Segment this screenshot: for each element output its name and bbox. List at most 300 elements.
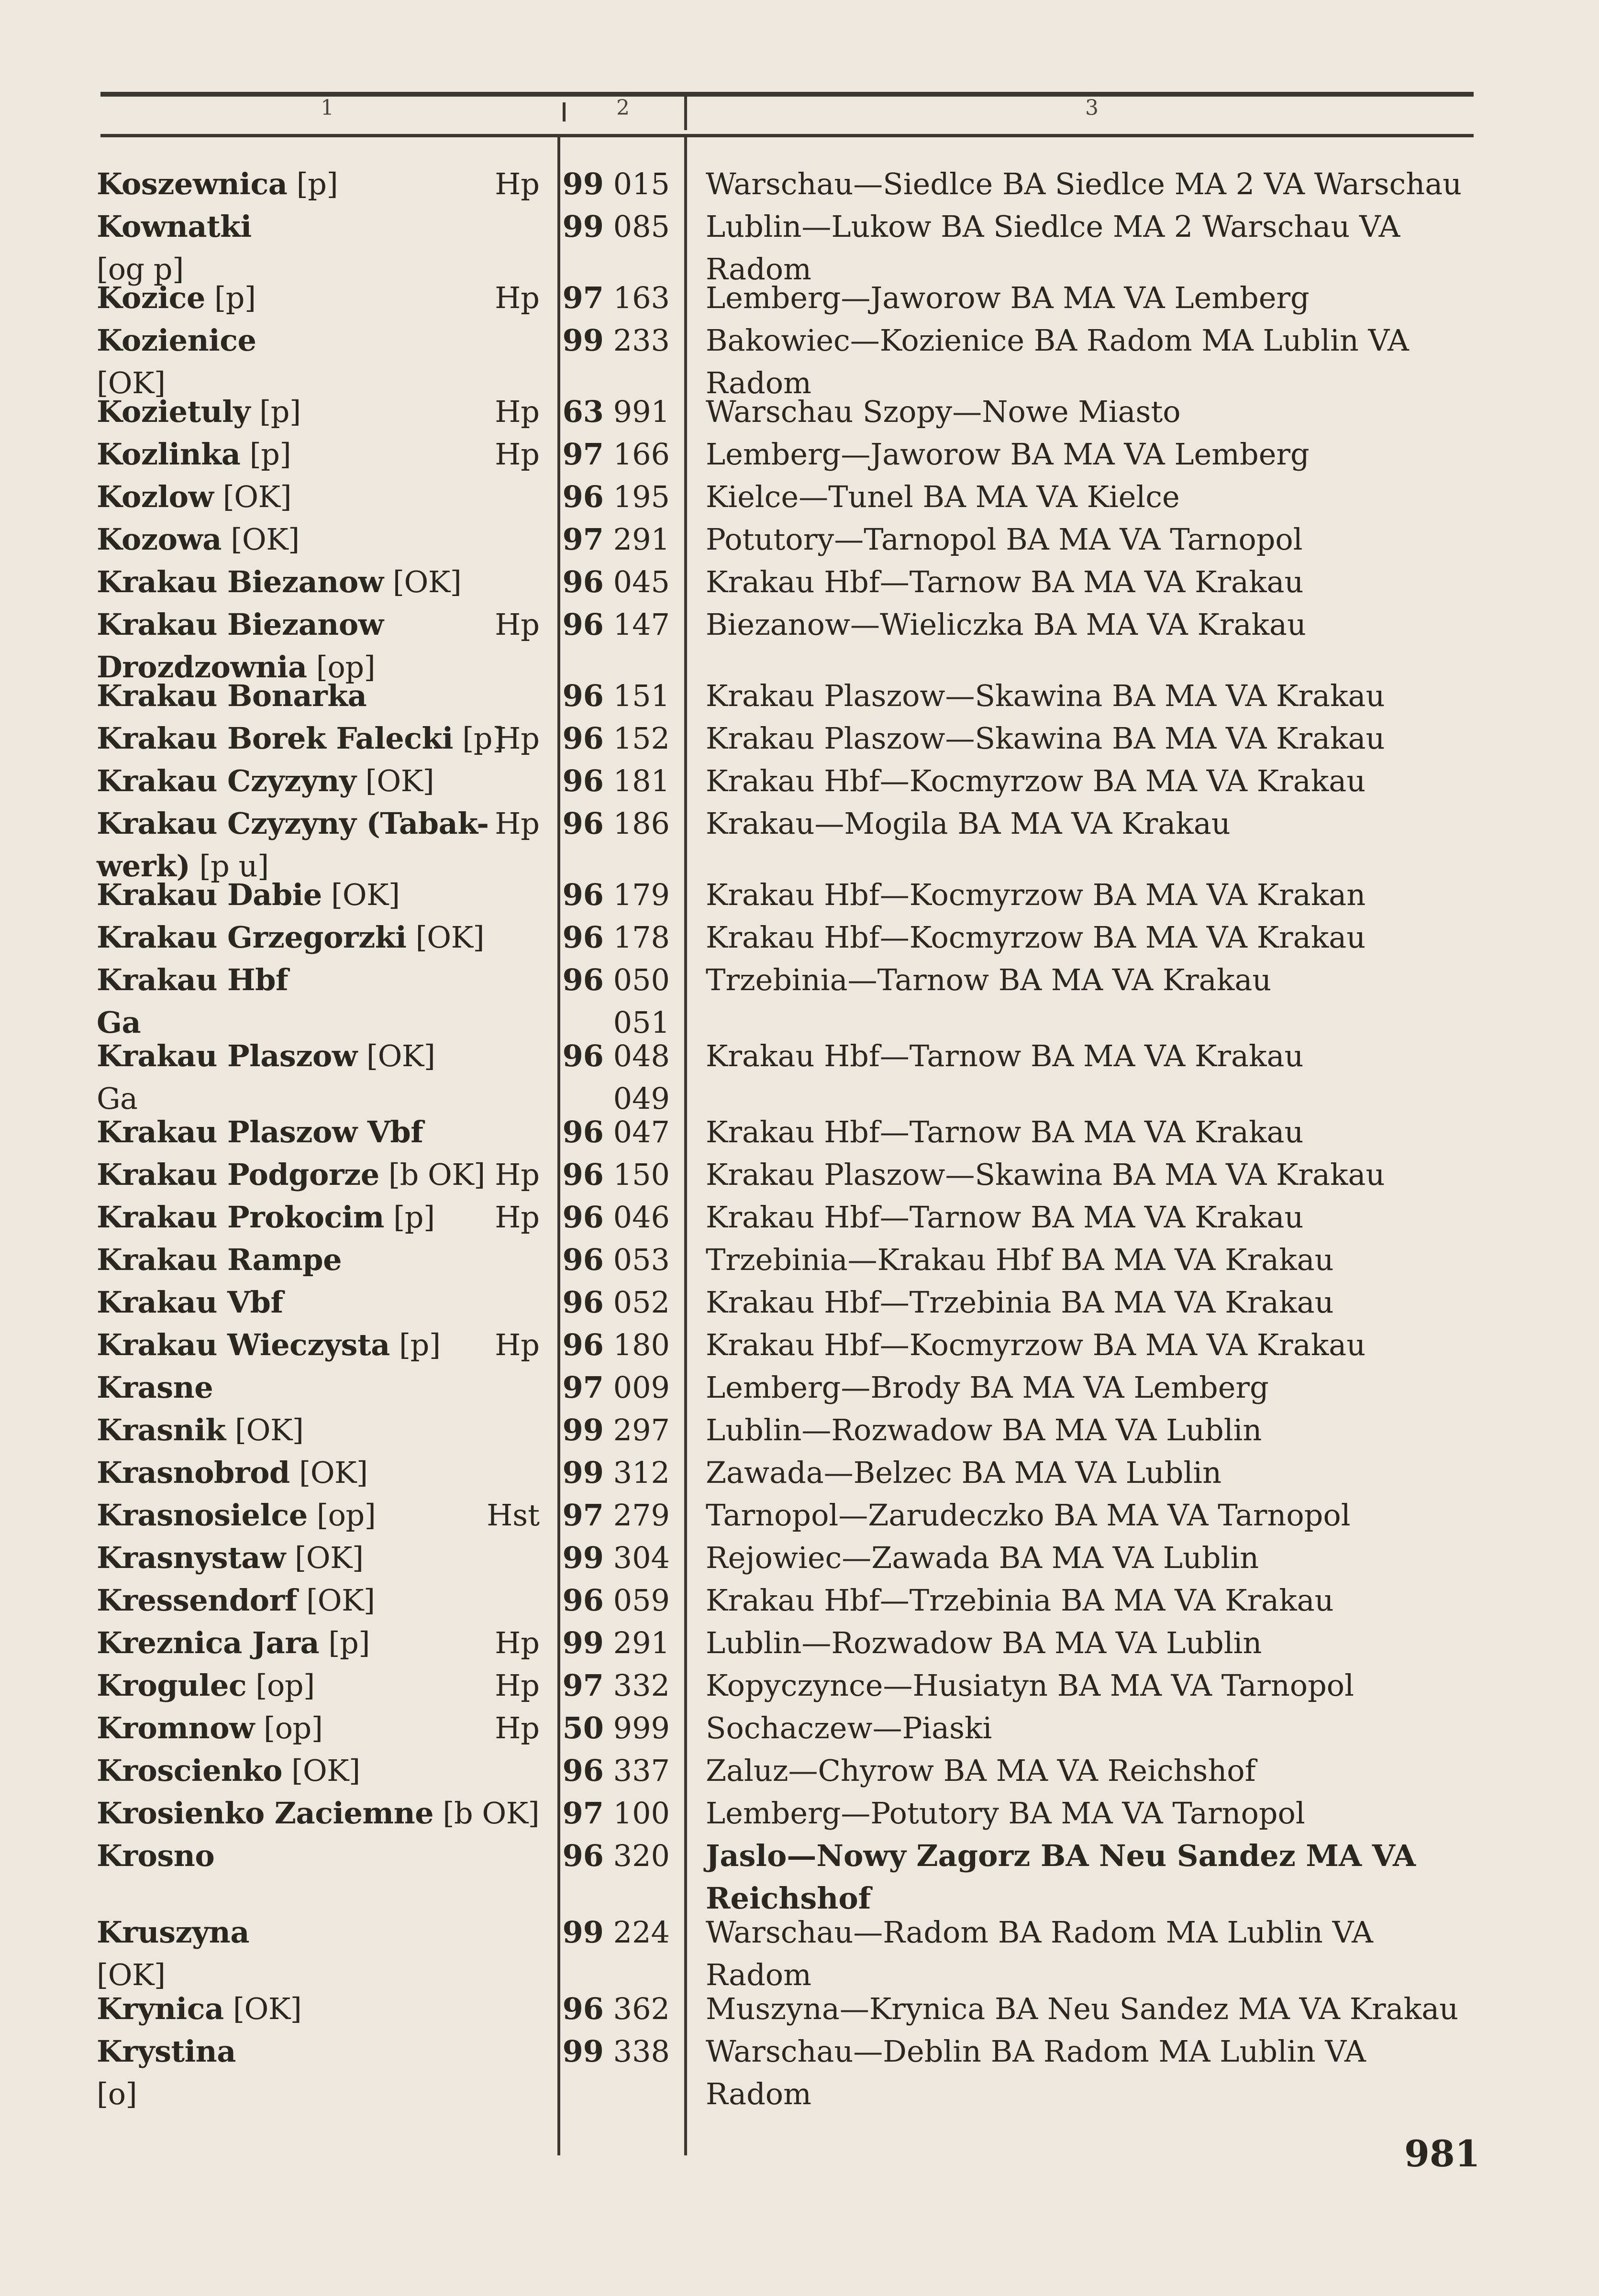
station-name-text: Krakau Biezanow Drozdzownia	[97, 607, 384, 684]
route-and-offices: Potutory—Tarnopol BA MA VA Tarnopol	[706, 522, 1303, 557]
station-name-text: Krasnobrod	[97, 1455, 290, 1490]
station-name-text: Krakau Rampe	[97, 1242, 342, 1277]
station-name	[97, 561, 575, 603]
station-name-text: Krogulec	[97, 1668, 247, 1703]
station-name-text: Krakau Czyzyny (Tabak- werk)	[97, 806, 489, 883]
station-note: [p]	[250, 394, 301, 429]
station-code	[555, 1622, 670, 1664]
station-entry	[0, 674, 1599, 717]
column-header-1: 1	[321, 96, 334, 120]
station-code-number: 195	[613, 479, 670, 514]
route-and-offices: Krakau Hbf—Tarnow BA MA VA Krakau	[706, 564, 1304, 599]
route-and-offices: Kopyczynce—Husiatyn BA MA VA Tarnopol	[706, 1668, 1354, 1703]
station-code-prefix: 97	[562, 1498, 604, 1533]
station-code-number: 015	[613, 166, 670, 201]
route-and-offices: Krakau Hbf—Kocmyrzow BA MA VA Krakan	[706, 877, 1366, 912]
route-and-offices: Krakau Plaszow—Skawina BA MA VA Krakau	[706, 678, 1385, 713]
station-code	[555, 717, 670, 760]
station-code-prefix: 96	[562, 564, 604, 599]
station-code-number: 337	[613, 1753, 670, 1788]
station-code-prefix: 99	[562, 1540, 604, 1575]
station-note: [OK]	[285, 1540, 364, 1575]
station-code	[555, 205, 670, 248]
route-and-offices: Lublin—Rozwadow BA MA VA Lublin	[706, 1625, 1262, 1660]
station-entry	[0, 1707, 1599, 1749]
station-name	[97, 916, 575, 959]
station-entry	[0, 1792, 1599, 1834]
station-name-text: Krasne	[97, 1370, 213, 1405]
station-code-prefix: 96	[562, 678, 604, 713]
station-note: [p]	[205, 280, 256, 315]
station-code-prefix: 63	[562, 394, 604, 429]
station-name-text: Kozlinka	[97, 437, 241, 472]
station-note: [op]	[246, 1668, 315, 1703]
station-entry	[0, 959, 1599, 1044]
station-code	[555, 390, 670, 433]
station-code	[555, 1111, 670, 1153]
station-code-prefix: 99	[562, 2034, 604, 2069]
station-code-number: 362	[613, 1991, 670, 2026]
stop-type-mark: Hp	[495, 1200, 540, 1235]
station-note: [OK]	[289, 1455, 368, 1490]
station-entry	[0, 1987, 1599, 2030]
station-code	[555, 1366, 670, 1409]
route-and-offices: Krakau Plaszow—Skawina BA MA VA Krakau	[706, 721, 1385, 756]
station-code	[555, 1664, 670, 1707]
station-name-text: Krasnystaw	[97, 1540, 286, 1575]
station-code-prefix: 99	[562, 323, 604, 358]
header-divider-1	[563, 102, 566, 121]
station-code-number: 291	[613, 1625, 670, 1660]
station-code-prefix: 96	[562, 1285, 604, 1320]
stop-type-mark: Hp	[495, 166, 540, 201]
station-code-number: 150	[613, 1157, 670, 1192]
station-entry	[0, 1324, 1599, 1366]
station-code	[555, 1792, 670, 1834]
station-code-prefix: 99	[562, 1413, 604, 1447]
station-code-prefix: 97	[562, 280, 604, 315]
station-code	[555, 1579, 670, 1622]
station-code-number: 991	[613, 394, 670, 429]
station-note: [op]	[307, 650, 376, 684]
station-note: [OK]	[97, 365, 166, 400]
station-code-prefix: 97	[562, 522, 604, 557]
stop-type-mark: Hp	[495, 1625, 540, 1660]
station-code-prefix: 96	[562, 920, 604, 955]
station-entry	[0, 518, 1599, 561]
station-code-prefix: 96	[562, 806, 604, 841]
stop-type-mark: Hst	[487, 1498, 540, 1533]
station-name	[97, 2030, 575, 2115]
station-entry	[0, 1153, 1599, 1196]
station-entry	[0, 760, 1599, 802]
station-name-text: Krakau Plaszow Vbf	[97, 1115, 423, 1149]
station-code-prefix: 99	[562, 209, 604, 244]
route-and-offices: Krakau Hbf—Kocmyrzow BA MA VA Krakau	[706, 1327, 1366, 1362]
station-name-text: Krosno	[97, 1838, 215, 1873]
station-entry	[0, 1238, 1599, 1281]
station-name-text: Krosienko Zaciemne	[97, 1796, 434, 1831]
station-code-prefix: 96	[562, 877, 604, 912]
station-code-number: 233	[613, 323, 670, 358]
station-entry	[0, 2030, 1599, 2115]
station-note: [og p]	[97, 252, 184, 287]
station-code-prefix: 96	[562, 1242, 604, 1277]
station-name	[97, 1451, 575, 1494]
station-code	[555, 319, 670, 362]
station-name	[97, 1409, 575, 1451]
route-and-offices: Krakau Hbf—Tarnow BA MA VA Krakau	[706, 1115, 1304, 1149]
station-name-text: Kozowa	[97, 522, 222, 557]
station-entry	[0, 276, 1599, 319]
station-name	[97, 1792, 575, 1834]
station-name-text: Krakau Bonarka	[97, 678, 367, 713]
station-code-number: 291	[613, 522, 670, 557]
station-name-text: Krakau Czyzyny	[97, 763, 356, 798]
station-code-number: 050 051	[613, 962, 670, 1040]
station-name-text: Kressendorf	[97, 1583, 297, 1618]
station-note: [p]	[319, 1625, 370, 1660]
route-and-offices: Warschau—Siedlce BA Siedlce MA 2 VA Warschau	[706, 166, 1462, 201]
station-entry	[0, 475, 1599, 518]
station-name	[97, 1987, 575, 2030]
station-note: [b OK]	[379, 1157, 485, 1192]
station-name-text: Krasnosielce	[97, 1498, 308, 1533]
station-note: [OK]	[322, 877, 400, 912]
station-code-number: 332	[613, 1668, 670, 1703]
station-entry	[0, 1111, 1599, 1153]
station-name	[97, 518, 575, 561]
station-code-number: 151	[613, 678, 670, 713]
station-code-prefix: 96	[562, 1327, 604, 1362]
station-code-number: 224	[613, 1915, 670, 1950]
station-code	[555, 760, 670, 802]
station-code-number: 297	[613, 1413, 670, 1447]
station-name-text: Krakau Borek Falecki	[97, 721, 453, 756]
station-entry	[0, 1664, 1599, 1707]
station-code-number: 045	[613, 564, 670, 599]
station-note: [o]	[97, 2076, 137, 2111]
station-name	[97, 1035, 575, 1120]
station-code-prefix: 96	[562, 962, 604, 997]
station-name-text: Krystina	[97, 2034, 236, 2069]
station-entry	[0, 1749, 1599, 1792]
station-code	[555, 802, 670, 845]
station-code-number: 186	[613, 806, 670, 841]
station-entry	[0, 1494, 1599, 1536]
page-number: 981	[1404, 2132, 1480, 2175]
station-name	[97, 1579, 575, 1622]
station-name	[97, 760, 575, 802]
column-header-2: 2	[616, 96, 630, 120]
station-code-number: 085	[613, 209, 670, 244]
station-code-number: 181	[613, 763, 670, 798]
station-code-prefix: 96	[562, 479, 604, 514]
stop-type-mark: Hp	[495, 1327, 540, 1362]
station-code-prefix: 97	[562, 1796, 604, 1831]
station-code-prefix: 96	[562, 1200, 604, 1235]
station-code-number: 279	[613, 1498, 670, 1533]
station-name-text: Kromnow	[97, 1711, 255, 1745]
station-code-number: 147	[613, 607, 670, 642]
station-note: [p]	[384, 1200, 435, 1235]
station-code	[555, 1324, 670, 1366]
station-entry	[0, 1366, 1599, 1409]
stop-type-mark: Hp	[495, 394, 540, 429]
station-code	[555, 603, 670, 646]
station-entry	[0, 1911, 1599, 1996]
station-entry	[0, 1281, 1599, 1324]
station-code	[555, 1153, 670, 1196]
station-code	[555, 1035, 670, 1120]
station-code	[555, 1281, 670, 1324]
station-code	[555, 873, 670, 916]
route-and-offices: Warschau—Radom BA Radom MA Lublin VA Radom	[706, 1915, 1373, 1992]
station-code	[555, 1707, 670, 1749]
station-name	[97, 1281, 575, 1324]
station-name-text: Kozietuly	[97, 394, 250, 429]
route-and-offices: Krakau Hbf—Tarnow BA MA VA Krakau	[706, 1038, 1304, 1073]
station-name-text: Kroscienko	[97, 1753, 282, 1788]
station-entry	[0, 561, 1599, 603]
station-code-number: 163	[613, 280, 670, 315]
station-name-text: Krakau Prokocim	[97, 1200, 384, 1235]
station-entry	[0, 1622, 1599, 1664]
station-name-text: Krakau Grzegorzki	[97, 920, 407, 955]
route-and-offices: Trzebinia—Krakau Hbf BA MA VA Krakau	[706, 1242, 1334, 1277]
column-header-3: 3	[1085, 96, 1099, 120]
stop-type-mark: Hp	[495, 1711, 540, 1745]
station-entry	[0, 1451, 1599, 1494]
route-and-offices: Krakau—Mogila BA MA VA Krakau	[706, 806, 1231, 841]
station-code	[555, 1911, 670, 1954]
station-name	[97, 1834, 575, 1877]
station-note: [b OK]	[433, 1796, 540, 1831]
route-and-offices: Krakau Hbf—Kocmyrzow BA MA VA Krakau	[706, 763, 1366, 798]
station-code-prefix: 97	[562, 1668, 604, 1703]
route-and-offices: Krakau Plaszow—Skawina BA MA VA Krakau	[706, 1157, 1385, 1192]
station-code	[555, 674, 670, 717]
station-entry	[0, 1834, 1599, 1920]
station-note: [p]	[240, 437, 291, 472]
station-note: [OK] Ga	[97, 1038, 435, 1116]
station-name-text: Krakau Biezanow	[97, 564, 384, 599]
route-and-offices: Krakau Hbf—Trzebinia BA MA VA Krakau	[706, 1583, 1334, 1618]
station-entry	[0, 1409, 1599, 1451]
station-name-text: Koszewnica	[97, 166, 288, 201]
station-code-prefix: 96	[562, 1115, 604, 1149]
route-and-offices: Warschau Szopy—Nowe Miasto	[706, 394, 1181, 429]
station-name-text: Kownatki	[97, 209, 252, 244]
station-name	[97, 674, 575, 717]
station-code-prefix: 96	[562, 607, 604, 642]
station-name-text: Krakau Plaszow	[97, 1038, 357, 1073]
station-code-prefix: 99	[562, 166, 604, 201]
station-code	[555, 433, 670, 475]
station-code-prefix: 50	[562, 1711, 604, 1745]
station-code	[555, 2030, 670, 2073]
station-code-number: 048 049	[613, 1038, 670, 1116]
station-entry	[0, 1536, 1599, 1579]
station-entry	[0, 1579, 1599, 1622]
stop-type-mark: Hp	[495, 1668, 540, 1703]
station-code-prefix: 96	[562, 1838, 604, 1873]
station-code-number: 100	[613, 1796, 670, 1831]
station-code-number: 312	[613, 1455, 670, 1490]
station-code-number: 166	[613, 437, 670, 472]
station-code	[555, 1494, 670, 1536]
station-entry	[0, 1035, 1599, 1120]
station-code-prefix: 97	[562, 1370, 604, 1405]
station-code-number: 999	[613, 1711, 670, 1745]
route-and-offices: Lemberg—Jaworow BA MA VA Lemberg	[706, 437, 1310, 472]
station-name-text: Kruszyna	[97, 1915, 250, 1950]
station-name-text: Krakau Hbf Ga	[97, 962, 289, 1040]
station-code	[555, 163, 670, 205]
station-code-number: 338	[613, 2034, 670, 2069]
stop-type-mark: Hp	[495, 437, 540, 472]
station-entry	[0, 390, 1599, 433]
station-code-prefix: 96	[562, 1038, 604, 1073]
station-code	[555, 1196, 670, 1238]
station-entry	[0, 717, 1599, 760]
route-and-offices: Lemberg—Jaworow BA MA VA Lemberg	[706, 280, 1310, 315]
route-and-offices: Kielce—Tunel BA MA VA Kielce	[706, 479, 1180, 514]
station-entry	[0, 873, 1599, 916]
station-note: [OK]	[282, 1753, 360, 1788]
route-and-offices: Biezanow—Wieliczka BA MA VA Krakau	[706, 607, 1306, 642]
station-note: [p]	[287, 166, 338, 201]
route-and-offices: Lublin—Rozwadow BA MA VA Lublin	[706, 1413, 1262, 1447]
station-code	[555, 1834, 670, 1877]
station-note: [op]	[254, 1711, 323, 1745]
station-code	[555, 1749, 670, 1792]
station-code	[555, 1409, 670, 1451]
stop-type-mark: Hp	[495, 280, 540, 315]
station-note: [OK]	[297, 1583, 375, 1618]
station-name	[97, 475, 575, 518]
station-code-number: 059	[613, 1583, 670, 1618]
station-code-prefix: 97	[562, 437, 604, 472]
station-note: [OK]	[213, 479, 292, 514]
station-note: [OK]	[356, 763, 434, 798]
station-code-number: 052	[613, 1285, 670, 1320]
station-code-number: 047	[613, 1115, 670, 1149]
station-code-number: 320	[613, 1838, 670, 1873]
route-and-offices: Trzebinia—Tarnow BA MA VA Krakau	[706, 962, 1272, 997]
route-and-offices: Rejowiec—Zawada BA MA VA Lublin	[706, 1540, 1259, 1575]
station-code	[555, 959, 670, 1044]
station-code	[555, 1238, 670, 1281]
station-code-prefix: 99	[562, 1455, 604, 1490]
station-code-prefix: 96	[562, 1991, 604, 2026]
route-and-offices: Warschau—Deblin BA Radom MA Lublin VA Radom	[706, 2034, 1366, 2111]
station-name	[97, 1911, 575, 1996]
station-code-prefix: 96	[562, 1157, 604, 1192]
station-entry	[0, 433, 1599, 475]
station-name	[97, 873, 575, 916]
station-code-number: 046	[613, 1200, 670, 1235]
station-code-number: 180	[613, 1327, 670, 1362]
station-note: [OK]	[383, 564, 462, 599]
station-entry	[0, 1196, 1599, 1238]
station-code	[555, 916, 670, 959]
station-name	[97, 1366, 575, 1409]
station-name-text: Kozice	[97, 280, 205, 315]
route-and-offices: Tarnopol—Zarudeczko BA MA VA Tarnopol	[706, 1498, 1351, 1533]
station-code-number: 178	[613, 920, 670, 955]
station-code-prefix: 96	[562, 721, 604, 756]
route-and-offices: Sochaczew—Piaski	[706, 1711, 992, 1745]
station-name-text: Krakau Podgorze	[97, 1157, 379, 1192]
station-code-number: 152	[613, 721, 670, 756]
station-name-text: Krakau Vbf	[97, 1285, 283, 1320]
route-and-offices: Lemberg—Brody BA MA VA Lemberg	[706, 1370, 1269, 1405]
station-code-number: 009	[613, 1370, 670, 1405]
station-name	[97, 1749, 575, 1792]
route-and-offices: Lublin—Lukow BA Siedlce MA 2 Warschau VA Radom	[706, 209, 1400, 287]
station-note: [OK]	[221, 522, 300, 557]
station-name-text: Krakau Dabie	[97, 877, 322, 912]
header-bottom-rule	[100, 134, 1474, 137]
station-note: [op]	[307, 1498, 376, 1533]
station-note: [p]	[389, 1327, 441, 1362]
station-name-text: Kozlow	[97, 479, 214, 514]
station-name-text: Krasnik	[97, 1413, 226, 1447]
station-code-prefix: 99	[562, 1625, 604, 1660]
route-and-offices: Muszyna—Krynica BA Neu Sandez MA VA Krakau	[706, 1991, 1459, 2026]
station-note: [OK]	[225, 1413, 304, 1447]
route-and-offices: Krakau Hbf—Kocmyrzow BA MA VA Krakau	[706, 920, 1366, 955]
station-name	[97, 959, 575, 1044]
station-note: [p]	[453, 721, 504, 756]
header-divider-2	[684, 96, 687, 130]
station-note: [OK]	[406, 920, 485, 955]
station-entry	[0, 163, 1599, 205]
station-name	[97, 1111, 575, 1153]
station-note: [OK]	[97, 1957, 166, 1992]
route-and-offices: Jaslo—Nowy Zagorz BA Neu Sandez MA VA Reichshof	[706, 1838, 1416, 1916]
stop-type-mark: Hp	[495, 1157, 540, 1192]
station-entry	[0, 916, 1599, 959]
header-top-rule	[100, 92, 1474, 97]
station-code	[555, 561, 670, 603]
route-and-offices: Zawada—Belzec BA MA VA Lublin	[706, 1455, 1222, 1490]
station-name-text: Kozienice	[97, 323, 256, 358]
station-name	[97, 1238, 575, 1281]
station-note: [OK]	[223, 1991, 302, 2026]
route-and-offices: Zaluz—Chyrow BA MA VA Reichshof	[706, 1753, 1256, 1788]
station-code-prefix: 96	[562, 763, 604, 798]
station-code-prefix: 96	[562, 1583, 604, 1618]
station-code	[555, 475, 670, 518]
station-code	[555, 518, 670, 561]
station-name-text: Krynica	[97, 1991, 224, 2026]
stop-type-mark: Hp	[495, 806, 540, 841]
station-code-number: 304	[613, 1540, 670, 1575]
route-and-offices: Bakowiec—Kozienice BA Radom MA Lublin VA Radom	[706, 323, 1409, 400]
route-and-offices: Krakau Hbf—Trzebinia BA MA VA Krakau	[706, 1285, 1334, 1320]
station-code-prefix: 96	[562, 1753, 604, 1788]
station-note: [p u]	[190, 849, 269, 883]
station-name-text: Kreznica Jara	[97, 1625, 320, 1660]
station-name	[97, 1536, 575, 1579]
stop-type-mark: Hp	[495, 607, 540, 642]
station-code-number: 053	[613, 1242, 670, 1277]
route-and-offices: Lemberg—Potutory BA MA VA Tarnopol	[706, 1796, 1305, 1831]
station-code-prefix: 99	[562, 1915, 604, 1950]
stop-type-mark: Hp	[495, 721, 540, 756]
